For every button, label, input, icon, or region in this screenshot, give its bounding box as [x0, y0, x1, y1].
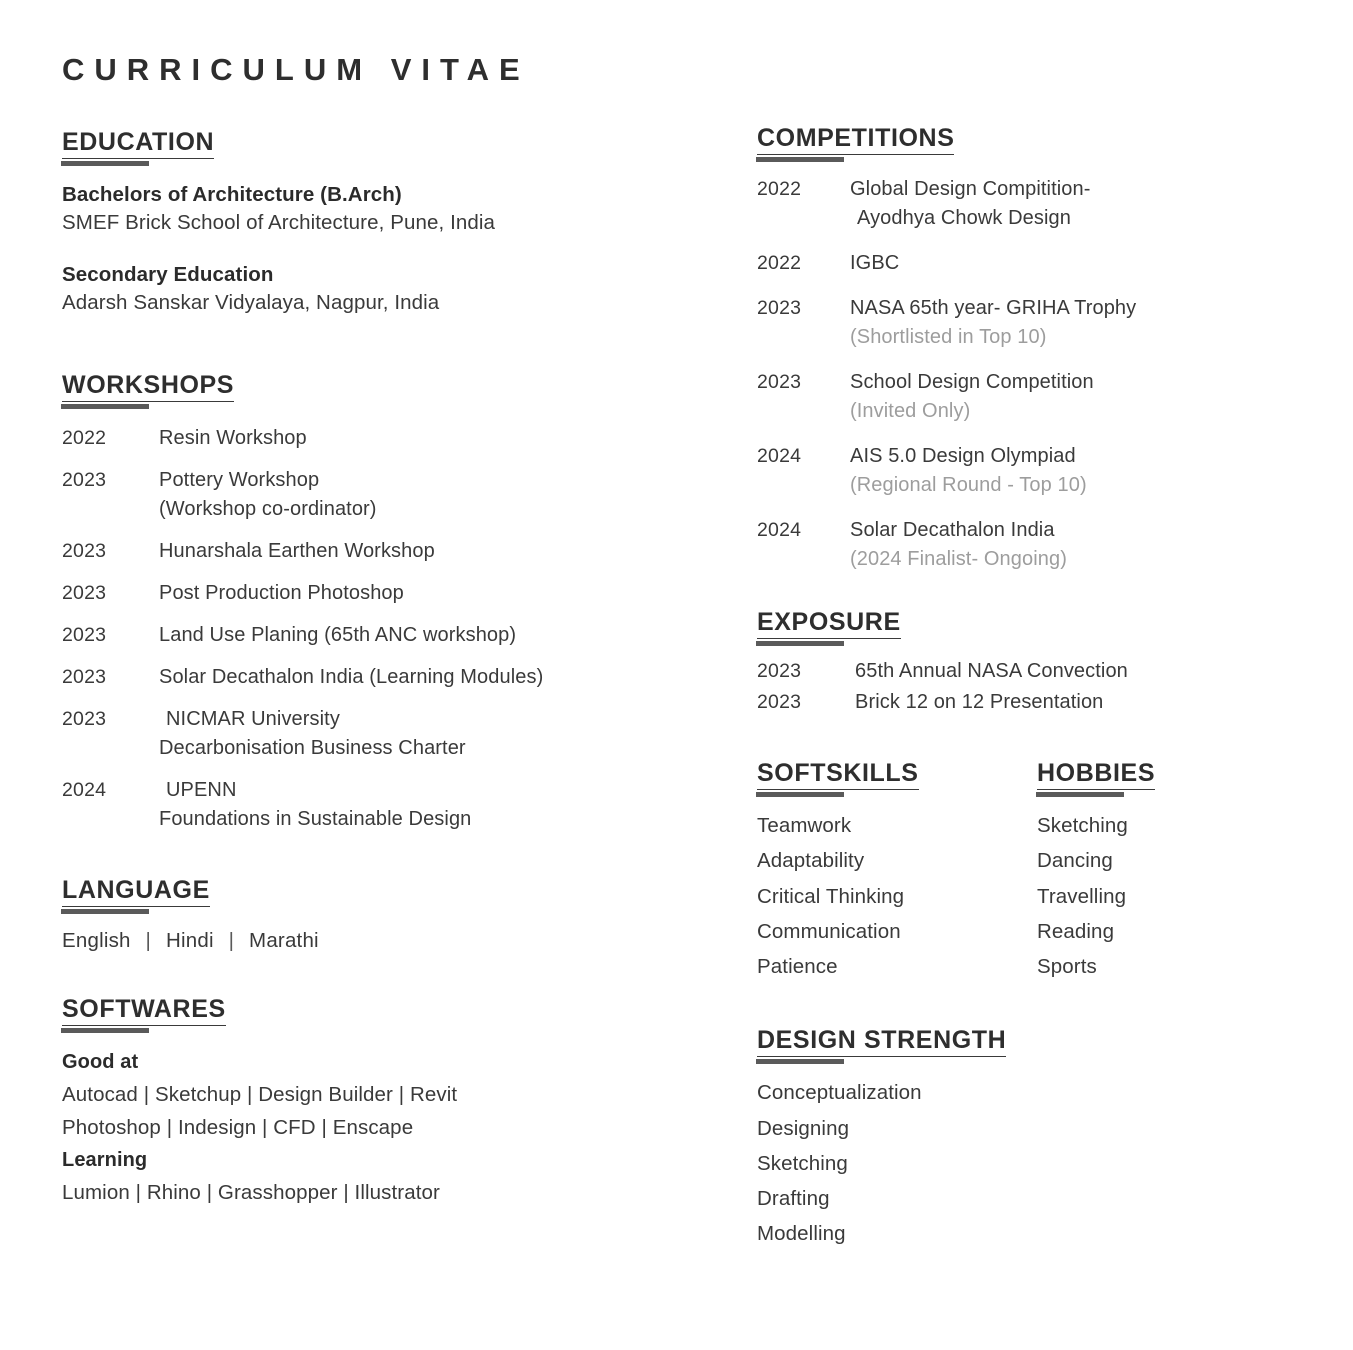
competition-detail — [850, 249, 899, 278]
competition-detail — [850, 442, 1087, 500]
section-heading-workshops: WORKSHOPS — [62, 371, 234, 402]
page-title: CURRICULUM VITAE — [62, 52, 530, 87]
workshop-year: 2023 — [62, 707, 107, 730]
education-institute: SMEF Brick School of Architecture, Pune, India — [62, 210, 496, 234]
competition-title: IGBC — [850, 252, 900, 274]
workshop-detail — [159, 621, 516, 650]
competition-year: 2023 — [757, 371, 802, 393]
workshop-title: Post Production Photoshop — [159, 581, 404, 604]
workshop-detail — [159, 663, 543, 692]
competition-row — [757, 442, 1297, 500]
education-institute: Adarsh Sanskar Vidyalaya, Nagpur, India — [62, 290, 440, 314]
competition-row — [757, 249, 1297, 278]
language-item: English — [62, 928, 131, 952]
language-item: Hindi — [165, 928, 214, 952]
section-heading-softwares: SOFTWARES — [62, 995, 226, 1026]
competition-row — [757, 516, 1297, 574]
competition-detail — [850, 368, 1094, 426]
competition-title: School Design Competition — [850, 371, 1094, 393]
section-heading-competitions: COMPETITIONS — [757, 124, 954, 155]
softskill-item: Adaptability — [757, 849, 865, 873]
section-exposure — [757, 608, 1297, 717]
workshop-year: 2023 — [62, 539, 107, 562]
workshop-title: Pottery Workshop — [159, 468, 320, 491]
workshop-title: UPENN — [166, 778, 237, 801]
exposure-title: Brick 12 on 12 Presentation — [855, 691, 1104, 713]
section-heading-language: LANGUAGE — [62, 876, 210, 907]
section-heading-exposure: EXPOSURE — [757, 608, 901, 639]
education-degree: Secondary Education — [62, 262, 274, 286]
competition-title: Global Design Compitition- — [850, 178, 1091, 200]
design-strength-item: Drafting — [757, 1187, 830, 1210]
competition-note: (2024 Finalist- Ongoing) — [850, 548, 1067, 570]
exposure-year: 2023 — [757, 660, 802, 682]
education-list — [62, 181, 722, 317]
education-item — [62, 261, 722, 317]
competition-note: (Invited Only) — [850, 400, 971, 422]
workshop-subtitle: (Workshop co-ordinator) — [159, 497, 377, 520]
competition-year: 2022 — [757, 178, 802, 200]
competition-year: 2022 — [757, 252, 802, 274]
softwares-line: Photoshop | Indesign | CFD | Enscape — [62, 1116, 414, 1140]
left-column — [62, 128, 722, 1210]
softskills-list — [757, 808, 1037, 984]
workshop-detail — [159, 466, 377, 524]
workshop-row — [62, 776, 722, 834]
competition-title: AIS 5.0 Design Olympiad — [850, 445, 1076, 467]
workshop-row — [62, 705, 722, 763]
workshop-detail — [159, 705, 466, 763]
right-column — [757, 124, 1297, 1252]
language-line — [62, 929, 722, 953]
section-heading-design-strength: DESIGN STRENGTH — [757, 1026, 1006, 1057]
competition-note: (Regional Round - Top 10) — [850, 474, 1087, 496]
section-softskills — [757, 759, 1037, 984]
softskill-item: Critical Thinking — [757, 884, 905, 908]
workshop-subtitle: Foundations in Sustainable Design — [159, 807, 472, 830]
competition-year: 2023 — [757, 297, 802, 319]
workshop-row — [62, 663, 722, 692]
workshop-year: 2022 — [62, 426, 107, 449]
workshop-row — [62, 537, 722, 566]
competition-year: 2024 — [757, 445, 802, 467]
workshop-title: Land Use Planing (65th ANC workshop) — [159, 623, 517, 646]
competition-detail — [850, 516, 1067, 574]
softskill-item: Teamwork — [757, 814, 852, 837]
section-education — [62, 128, 722, 317]
hobby-item: Sketching — [1037, 814, 1128, 837]
hobby-item: Sports — [1037, 955, 1097, 978]
competition-row — [757, 368, 1297, 426]
softskill-item: Communication — [757, 919, 901, 943]
workshop-year: 2024 — [62, 778, 107, 801]
design-strength-item: Sketching — [757, 1151, 848, 1175]
workshop-year: 2023 — [62, 665, 107, 688]
spacer — [757, 984, 1297, 1026]
softwares-group-label: Good at — [62, 1050, 139, 1073]
exposure-row — [757, 657, 1297, 686]
workshop-subtitle: Decarbonisation Business Charter — [159, 736, 466, 759]
design-strength-item: Conceptualization — [757, 1081, 922, 1105]
spacer — [62, 317, 722, 371]
workshop-year: 2023 — [62, 468, 107, 491]
section-workshops — [62, 371, 722, 834]
exposure-list — [757, 657, 1297, 717]
exposure-year: 2023 — [757, 691, 802, 713]
softskill-item: Patience — [757, 955, 838, 978]
education-degree: Bachelors of Architecture (B.Arch) — [62, 183, 402, 206]
workshop-detail — [159, 537, 435, 566]
section-competitions — [757, 124, 1297, 574]
workshop-detail — [159, 424, 307, 453]
competition-title: Solar Decathalon India — [850, 519, 1055, 541]
design-strength-item: Modelling — [757, 1222, 846, 1246]
hobby-item: Reading — [1037, 919, 1115, 943]
exposure-title: 65th Annual NASA Convection — [855, 660, 1128, 682]
competition-year: 2024 — [757, 519, 802, 541]
section-softwares — [62, 995, 722, 1210]
language-list — [62, 929, 722, 953]
hobby-item: Travelling — [1037, 884, 1127, 908]
section-heading-education: EDUCATION — [62, 128, 214, 159]
section-heading-softskills: SOFTSKILLS — [757, 759, 919, 790]
exposure-row — [757, 688, 1297, 717]
workshop-row — [62, 579, 722, 608]
workshop-row — [62, 621, 722, 650]
spacer — [62, 834, 722, 876]
softwares-list — [62, 1046, 722, 1210]
competition-detail — [850, 294, 1136, 352]
education-item — [62, 181, 722, 237]
hobby-item: Dancing — [1037, 849, 1113, 873]
workshop-row — [62, 466, 722, 524]
language-separator: | — [228, 928, 235, 952]
competition-note: (Shortlisted in Top 10) — [850, 326, 1047, 348]
workshop-year: 2023 — [62, 623, 107, 646]
competitions-list — [757, 175, 1297, 574]
competition-subtitle: Ayodhya Chowk Design — [857, 207, 1071, 229]
workshops-list — [62, 424, 722, 834]
competition-row — [757, 294, 1297, 352]
softwares-line: Lumion | Rhino | Grasshopper | Illustrator — [62, 1181, 440, 1205]
skills-hobbies-block — [757, 759, 1297, 984]
design-strength-item: Designing — [757, 1116, 850, 1140]
workshop-title: Solar Decathalon India (Learning Modules) — [159, 665, 544, 688]
workshop-detail — [159, 776, 471, 834]
competition-row — [757, 175, 1297, 233]
section-design-strength — [757, 1026, 1297, 1251]
workshop-title: NICMAR University — [166, 707, 340, 730]
section-language — [62, 876, 722, 953]
workshop-year: 2023 — [62, 581, 107, 604]
design-strength-list — [757, 1075, 1297, 1251]
language-item: Marathi — [249, 928, 319, 952]
hobbies-list — [1037, 808, 1297, 984]
workshop-row — [62, 424, 722, 453]
competition-detail — [850, 175, 1090, 233]
spacer — [62, 953, 722, 995]
competition-title: NASA 65th year- GRIHA Trophy — [850, 297, 1137, 319]
spacer — [757, 574, 1297, 608]
section-heading-hobbies: HOBBIES — [1037, 759, 1155, 790]
spacer — [757, 717, 1297, 759]
softwares-group-label: Learning — [62, 1149, 148, 1172]
language-separator: | — [145, 928, 152, 952]
workshop-detail — [159, 579, 404, 608]
softwares-line: Autocad | Sketchup | Design Builder | Revit — [62, 1082, 458, 1106]
workshop-title: Hunarshala Earthen Workshop — [159, 539, 435, 562]
section-hobbies — [1037, 759, 1297, 984]
workshop-title: Resin Workshop — [159, 426, 307, 449]
